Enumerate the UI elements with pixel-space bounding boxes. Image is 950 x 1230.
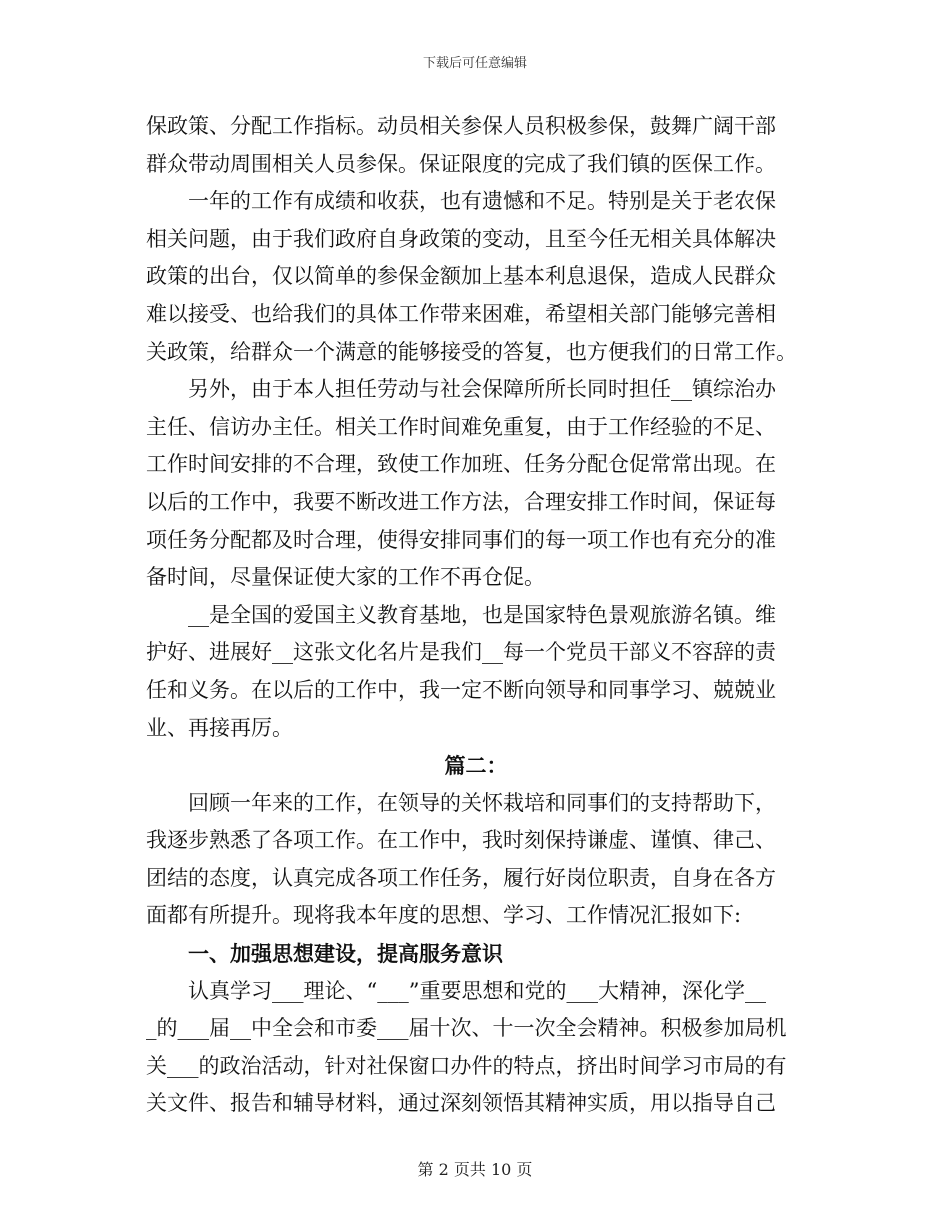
document-body (146, 108, 806, 1123)
text-line: 主任、信访办主任。相关工作时间难免重复，由于工作经验的不足、 (146, 414, 776, 439)
text-line: 关政策，给群众一个满意的能够接受的答复，也方便我们的日常工作。 (146, 339, 797, 364)
text-line: 难以接受、也给我们的具体工作带来困难，希望相关部门能够完善相 (146, 301, 776, 326)
text-line: 回顾一年来的工作，在领导的关怀栽培和同事们的支持帮助下， (188, 790, 776, 815)
page-header: 下载后可任意编辑 (422, 56, 527, 71)
text-line: 工作时间安排的不合理，致使工作加班、任务分配仓促常常出现。在 (146, 452, 776, 477)
section-heading: 篇二： (444, 753, 508, 779)
text-line: 群众带动周围相关人员参保。保证限度的完成了我们镇的医保工作。 (146, 151, 776, 176)
text-line: 团结的态度，认真完成各项工作任务，履行好岗位职责，自身在各方 (146, 865, 776, 890)
text-line: _的___届__中全会和市委___届十次、十一次全会精神。积极参加局机 (146, 1016, 787, 1041)
text-line: 政策的出台，仅以简单的参保金额加上基本利息退保，造成人民群众 (146, 264, 776, 289)
text-line: __是全国的爱国主义教育基地，也是国家特色景观旅游名镇。维 (188, 602, 776, 627)
text-line: 关文件、报告和辅导材料，通过深刻领悟其精神实质，用以指导自己 (146, 1091, 776, 1116)
text-line: 保政策、分配工作指标。动员相关参保人员积极参保，鼓舞广阔干部 (146, 114, 776, 138)
text-line: 业、再接再厉。 (146, 715, 293, 740)
text-line: 任和义务。在以后的工作中，我一定不断向领导和同事学习、兢兢业 (146, 677, 776, 702)
text-line: 项任务分配都及时合理，使得安排同事们的每一项工作也有充分的准 (146, 527, 776, 552)
subsection-heading: 一、加强思想建设，提高服务意识 (188, 941, 503, 967)
text-line: 关___的政治活动，针对社保窗口办件的特点，挤出时间学习市局的有 (146, 1053, 787, 1078)
text-line: 相关问题，由于我们政府自身政策的变动，且至今任无相关具体解决 (146, 226, 776, 251)
text-line: 另外，由于本人担任劳动与社会保障所所长同时担任__镇综治办 (188, 377, 776, 402)
page-footer: 第 2 页共 10 页 (417, 1160, 533, 1179)
text-line: 护好、进展好__这张文化名片是我们__每一个党员干部义不容辞的责 (146, 640, 776, 665)
text-line: 一年的工作有成绩和收获，也有遗憾和不足。特别是关于老农保 (188, 189, 776, 214)
text-line: 我逐步熟悉了各项工作。在工作中，我时刻保持谦虚、谨慎、律己、 (146, 828, 776, 853)
text-line: 备时间，尽量保证使大家的工作不再仓促。 (146, 565, 545, 590)
text-line: 面都有所提升。现将我本年度的思想、学习、工作情况汇报如下: (146, 903, 742, 928)
text-line: 认真学习___理论、“___”重要思想和党的___大精神，深化学__ (188, 978, 766, 1003)
text-line: 以后的工作中，我要不断改进工作方法，合理安排工作时间，保证每 (146, 489, 776, 514)
